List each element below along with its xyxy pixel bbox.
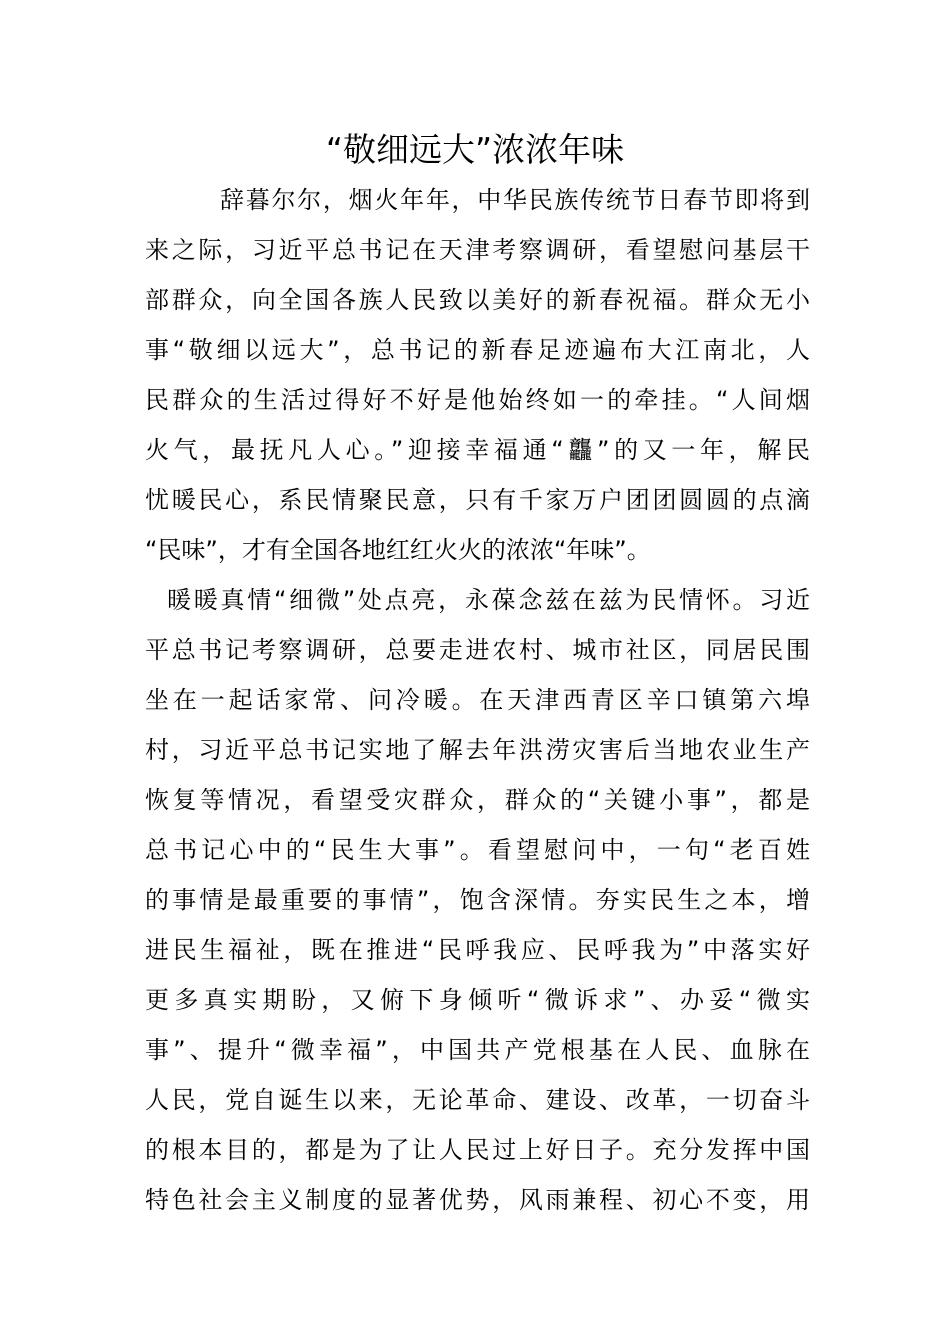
paragraph-line: 的事情是最重要的事情”，饱含深情。夯实民生之本，增 <box>145 886 810 914</box>
paragraph-line: 村，习近平总书记实地了解去年洪涝灾害后当地农业生产 <box>145 736 810 764</box>
paragraph-line: 人民，党自诞生以来，无论革命、建设、改革，一切奋斗 <box>145 1086 810 1114</box>
paragraph-line: 更多真实期盼，又俯下身倾听“微诉求”、办妥“微实 <box>145 986 810 1014</box>
paragraph-line: 的根本目的，都是为了让人民过上好日子。充分发挥中国 <box>145 1136 810 1164</box>
paragraph-line: 恢复等情况，看望受灾群众，群众的“关键小事”，都是 <box>145 786 810 814</box>
paragraph-line: 特色社会主义制度的显著优势，风雨兼程、初心不变，用 <box>145 1186 810 1214</box>
paragraph-line: “民味”，才有全国各地红红火火的浓浓“年味”。 <box>145 536 651 564</box>
paragraph-line: 总书记心中的“民生大事”。看望慰问中，一句“老百姓 <box>145 836 810 864</box>
paragraph-line: 民群众的生活过得好不好是他始终如一的牵挂。“人间烟 <box>145 386 810 414</box>
paragraph-line: 忧暖民心，系民情聚民意，只有千家万户团团圆圆的点滴 <box>145 486 810 514</box>
paragraph-line: 平总书记考察调研，总要走进农村、城市社区，同居民围 <box>145 636 810 664</box>
paragraph-line: 事“敬细以远大”，总书记的新春足迹遍布大江南北，人 <box>145 336 810 364</box>
paragraph-line: 事”、提升“微幸福”，中国共产党根基在人民、血脉在 <box>145 1036 810 1064</box>
paragraph-line: 进民生福祉，既在推进“民呼我应、民呼我为”中落实好 <box>145 936 810 964</box>
paragraph-line: 暖暖真情“细微”处点亮，永葆念兹在兹为民情怀。习近 <box>167 586 810 614</box>
document-title: “敬细远大”浓浓年味 <box>325 130 625 169</box>
paragraph-line: 来之际，习近平总书记在天津考察调研，看望慰问基层干 <box>145 236 810 264</box>
paragraph-line: 部群众，向全国各族人民致以美好的新春祝福。群众无小 <box>145 286 810 314</box>
paragraph-line: 火气，最抚凡人心。”迎接幸福通“龘”的又一年，解民 <box>145 436 810 464</box>
paragraph-line: 坐在一起话家常、问冷暖。在天津西青区辛口镇第六埠 <box>145 686 810 714</box>
paragraph-line: 辞暮尔尔，烟火年年，中华民族传统节日春节即将到 <box>220 186 810 214</box>
